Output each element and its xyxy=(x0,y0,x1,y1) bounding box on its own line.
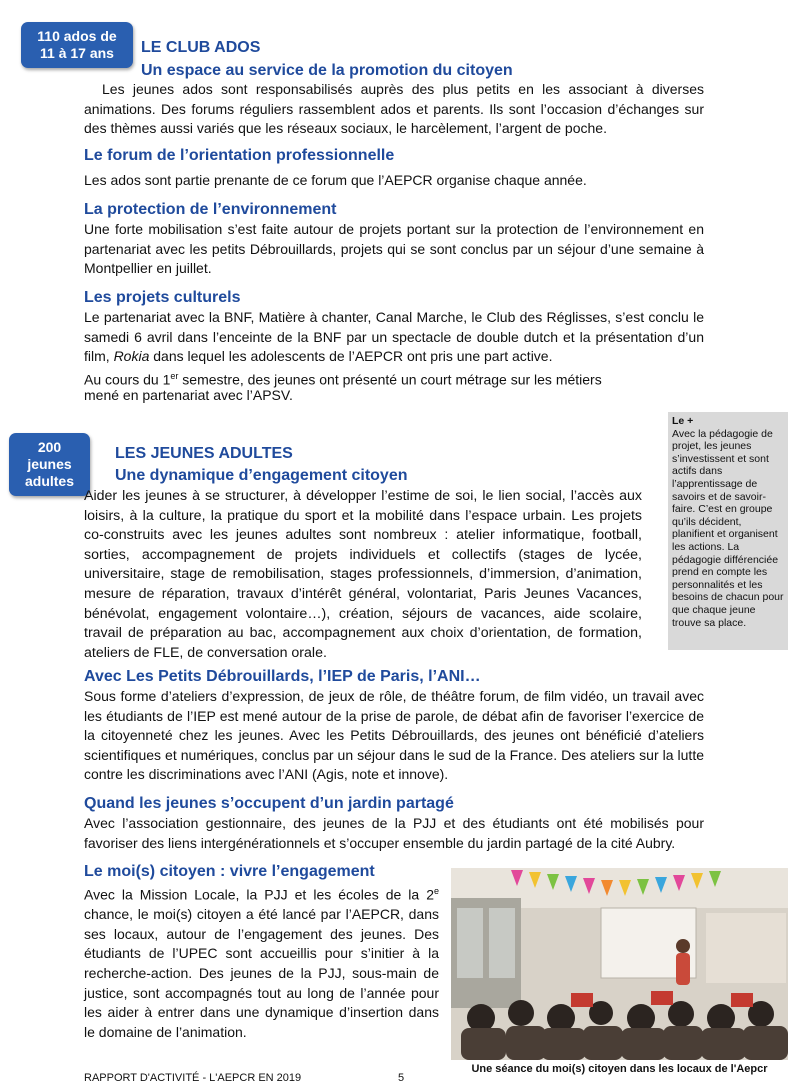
environnement-heading: La protection de l’environnement xyxy=(84,201,337,218)
badge-line: adultes xyxy=(24,473,74,489)
culturels-heading: Les projets culturels xyxy=(84,289,241,306)
le-plus-text: Avec la pédagogie de projet, les jeunes s’investissent et sont actifs dans l’apprentissage de savoirs et de savoir-faire. C’est en groupe qu’ils décident, planifient et organisent les actions. La pédagogie différenciée prend en compte les personnalités et les besoins de chacun pour que chaque jeune trouve sa place. xyxy=(672,427,784,629)
culturels-text-part: semestre, des jeunes ont présenté un court métrage sur les métiers xyxy=(178,371,602,388)
jeunes-adultes-subtitle: Une dynamique d’engagement citoyen xyxy=(115,467,408,484)
badge-line: 11 à 17 ans xyxy=(40,45,114,61)
badge-club-ados xyxy=(21,22,133,68)
forum-heading: Le forum de l’orientation professionnelle xyxy=(84,147,395,164)
culturels-text xyxy=(84,308,704,367)
film-title: Rokia xyxy=(113,348,150,365)
page-number: 5 xyxy=(398,1072,405,1084)
le-plus-box xyxy=(668,412,788,650)
jardin-text: Avec l’association gestionnaire, des jeunes de la PJJ et des étudiants ont été mobilisés pour favoriser des liens intergénérationnels et s’occuper ensemble du jardin partagé de la cité Aubry. xyxy=(84,815,704,851)
moi-citoyen-text xyxy=(84,882,439,1042)
badge-jeunes-adultes xyxy=(9,433,90,496)
moi-citoyen-heading: Le moi(s) citoyen : vivre l’engagement xyxy=(84,863,375,880)
jardin-heading: Quand les jeunes s’occupent d’un jardin partagé xyxy=(84,795,454,812)
session-photo xyxy=(451,868,788,1060)
le-plus-label: Le + xyxy=(672,415,694,427)
jeunes-adultes-text: Aider les jeunes à se structurer, à développer l’estime de soi, le lien social, l’accès aux loisirs, à la culture, la pratique du sport et la mobilité dans l’espace urbain. Les projets co-construits avec les jeunes adultes sont nombreux : atelier informatique, football, sorties, accompagnement de projets individuels et collectifs (stages de lycée, universitaire, stage de remobilisation, stages professionnels, d’immersion, d’animation, mesure de réparation, travaux d’intérêt général, volontariat, Paris Jeunes Vacances, bénévolat, engagement volontaire…), création, séjours de vacances, aide scolaire, travail de préparation au bac, accompagnement aux choix d’orientation, de formation, ateliers de FLE, de conversation orale. xyxy=(84,488,642,661)
club-ados-title: LE CLUB ADOS xyxy=(141,39,261,56)
culturels-line3: mené en partenariat avec l’APSV. xyxy=(84,387,293,403)
culturels-text-part: Le partenariat avec la BNF, Matière à chanter, Canal Marche, le Club des Réglisses, s’est conclu le samedi 6 avril dans l’enceinte de la BNF par un spectacle de double dutch et la présentation d’un film, xyxy=(84,309,704,365)
club-ados-intro: Les jeunes ados sont responsabilisés auprès des plus petits en les associant à diverses animations. Des forums réguliers rassemblent ados et parents. Ils sont l’occasion d’échanges sur des thèmes aussi variés que les réseaux sociaux, le harcèlement, l’argent de poche. xyxy=(84,81,704,137)
debrouillards-heading: Avec Les Petits Débrouillards, l’IEP de Paris, l’ANI… xyxy=(84,668,481,685)
badge-line: 200 jeunes xyxy=(27,439,72,472)
moi-citoyen-text-part: Avec la Mission Locale, la PJJ et les écoles de la 2 xyxy=(84,886,434,903)
debrouillards-text: Sous forme d’ateliers d’expression, de jeux de rôle, de théâtre forum, de film vidéo, un travail avec les étudiants de l’IEP est mené autour de la prise de parole, de débat afin de favoriser l’exercice de la citoyenneté chez les jeunes. Avec les Petits Débrouillards, des jeunes ont bénéficié d’ateliers scientifiques et numériques, conclus par un séjour dans le sud de la France. Des ateliers sur la lutte contre les discriminations avec l’ANI (Agis, note et innove). xyxy=(84,688,704,783)
footer-report-title: RAPPORT D'ACTIVITÉ - L'AEPCR EN 2019 xyxy=(84,1072,302,1084)
environnement-text: Une forte mobilisation s’est faite autour de projets portant sur la protection de l’environnement en partenariat avec les petits Débrouillards, projets qui se sont conclus par un séjour d’une semaine à Montpellier en juillet. xyxy=(84,221,704,277)
badge-line: 110 ados de xyxy=(37,28,117,44)
club-ados-subtitle: Un espace au service de la promotion du citoyen xyxy=(141,62,513,79)
jeunes-adultes-title: LES JEUNES ADULTES xyxy=(115,445,293,462)
photo-illustration xyxy=(451,868,788,1060)
culturels-text-part: dans lequel les adolescents de l’AEPCR ont pris une part active. xyxy=(149,348,553,365)
moi-citoyen-text-part: chance, le moi(s) citoyen a été lancé par l’AEPCR, dans ses locaux, autour de l’engagement des jeunes. Des étudiants de l’UPEC sont accueillis pour s’initier à la recherche-action. Des jeunes de la PJJ, sous-main de justice, sont accompagnés tout au long de l’année pour les aider à entrer dans une dynamique d’insertion dans le domaine de l’animation. xyxy=(84,906,439,1040)
culturels-text-part: Au cours du 1 xyxy=(84,371,171,388)
superscript: e xyxy=(433,886,439,896)
superscript: er xyxy=(170,371,179,381)
forum-text: Les ados sont partie prenante de ce forum que l’AEPCR organise chaque année. xyxy=(84,172,587,188)
photo-caption: Une séance du moi(s) citoyen dans les locaux de l'Aepcr xyxy=(471,1063,768,1075)
